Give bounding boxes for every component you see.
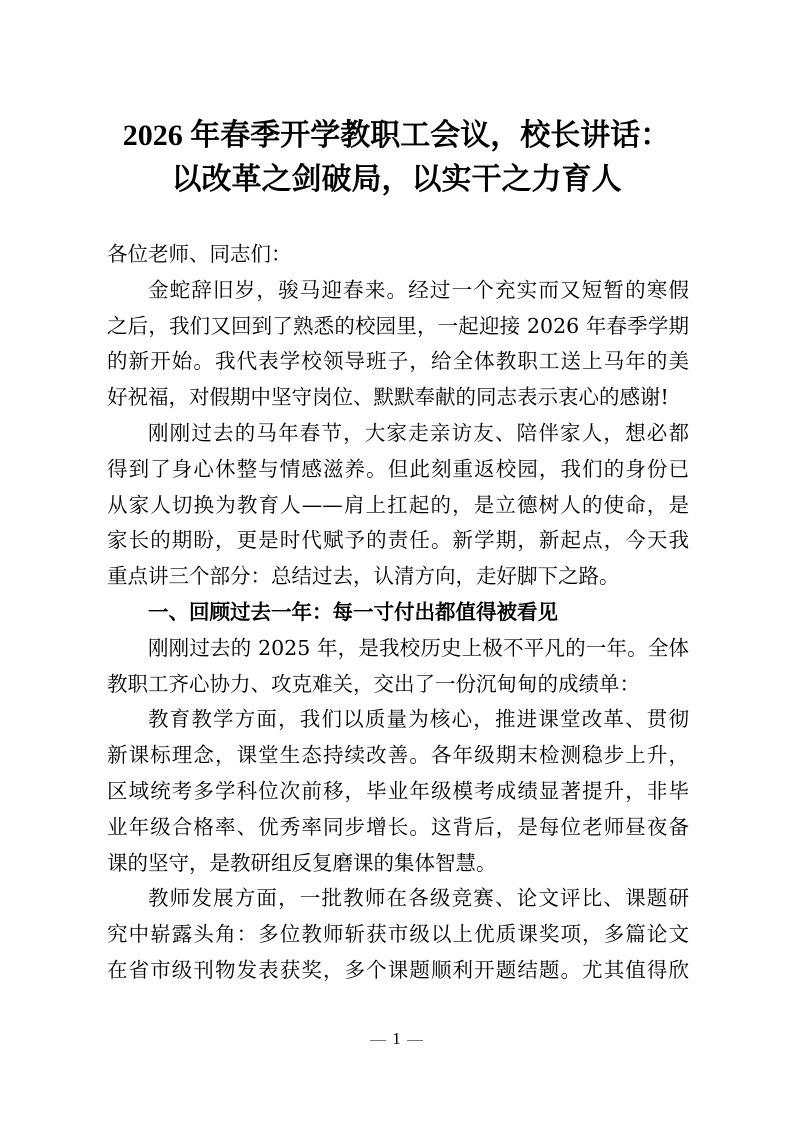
page-number: 1 [392,1029,401,1048]
body-line: 究中崭露头角：多位教师斩获市级以上优质课奖项，多篇论文 [107,922,689,947]
body-line: 业年级合格率、优秀率同步增长。这背后，是每位老师昼夜备 [107,814,689,839]
body-line: 金蛇辞旧岁，骏马迎春来。经过一个充实而又短暂的寒假 [148,277,689,302]
document-title [60,114,733,202]
footer-dash-left [370,1040,386,1041]
body-line: 重点讲三个部分：总结过去，认清方向，走好脚下之路。 [107,564,620,589]
body-line: 得到了身心休整与情感滋养。但此刻重返校园，我们的身份已 [107,456,689,481]
body-line: 好祝福，对假期中坚守岗位、默默奉献的同志表示衷心的感谢! [107,385,669,410]
body-line: 从家人切换为教育人——肩上扛起的，是立德树人的使命，是 [107,492,689,517]
body-line: 新课标理念，课堂生态持续改善。各年级期末检测稳步上升， [107,743,689,768]
title-line-2: 以改革之剑破局，以实干之力育人 [171,163,622,196]
body-line: 家长的期盼，更是时代赋予的责任。新学期，新起点，今天我 [107,528,689,553]
body-line: 区域统考多学科位次前移，毕业年级模考成绩显著提升，非毕 [107,778,689,803]
body-line: 之后，我们又回到了熟悉的校园里，一起迎接 2026 年春季学期 [107,313,689,338]
body-line: 刚刚过去的 2025 年，是我校历史上极不平凡的一年。全体 [148,635,689,660]
footer-dash-right [407,1040,423,1041]
body-line: 教育教学方面，我们以质量为核心，推进课堂改革、贯彻 [148,707,689,732]
body-line: 刚刚过去的马年春节，大家走亲访友、陪伴家人，想必都 [148,420,689,445]
body-line: 课的坚守，是教研组反复磨课的集体智慧。 [107,850,497,875]
body-line: 教师发展方面，一批教师在各级竞赛、论文评比、课题研 [148,886,689,911]
title-line-1: 2026 年春季开学教职工会议，校长讲话： [122,119,671,152]
body-line: 教职工齐心协力、攻克难关，交出了一份沉甸甸的成绩单： [107,671,640,696]
page-footer [0,1027,793,1051]
body-line: 的新开始。我代表学校领导班子，给全体教职工送上马年的美 [107,349,689,374]
section-heading: 一、回顾过去一年：每一寸付出都值得被看见 [148,599,558,624]
document-body [107,237,689,989]
salutation: 各位老师、同志们： [107,242,292,266]
body-line: 在省市级刊物发表获奖，多个课题顺利开题结题。尤其值得欣 [107,957,689,982]
